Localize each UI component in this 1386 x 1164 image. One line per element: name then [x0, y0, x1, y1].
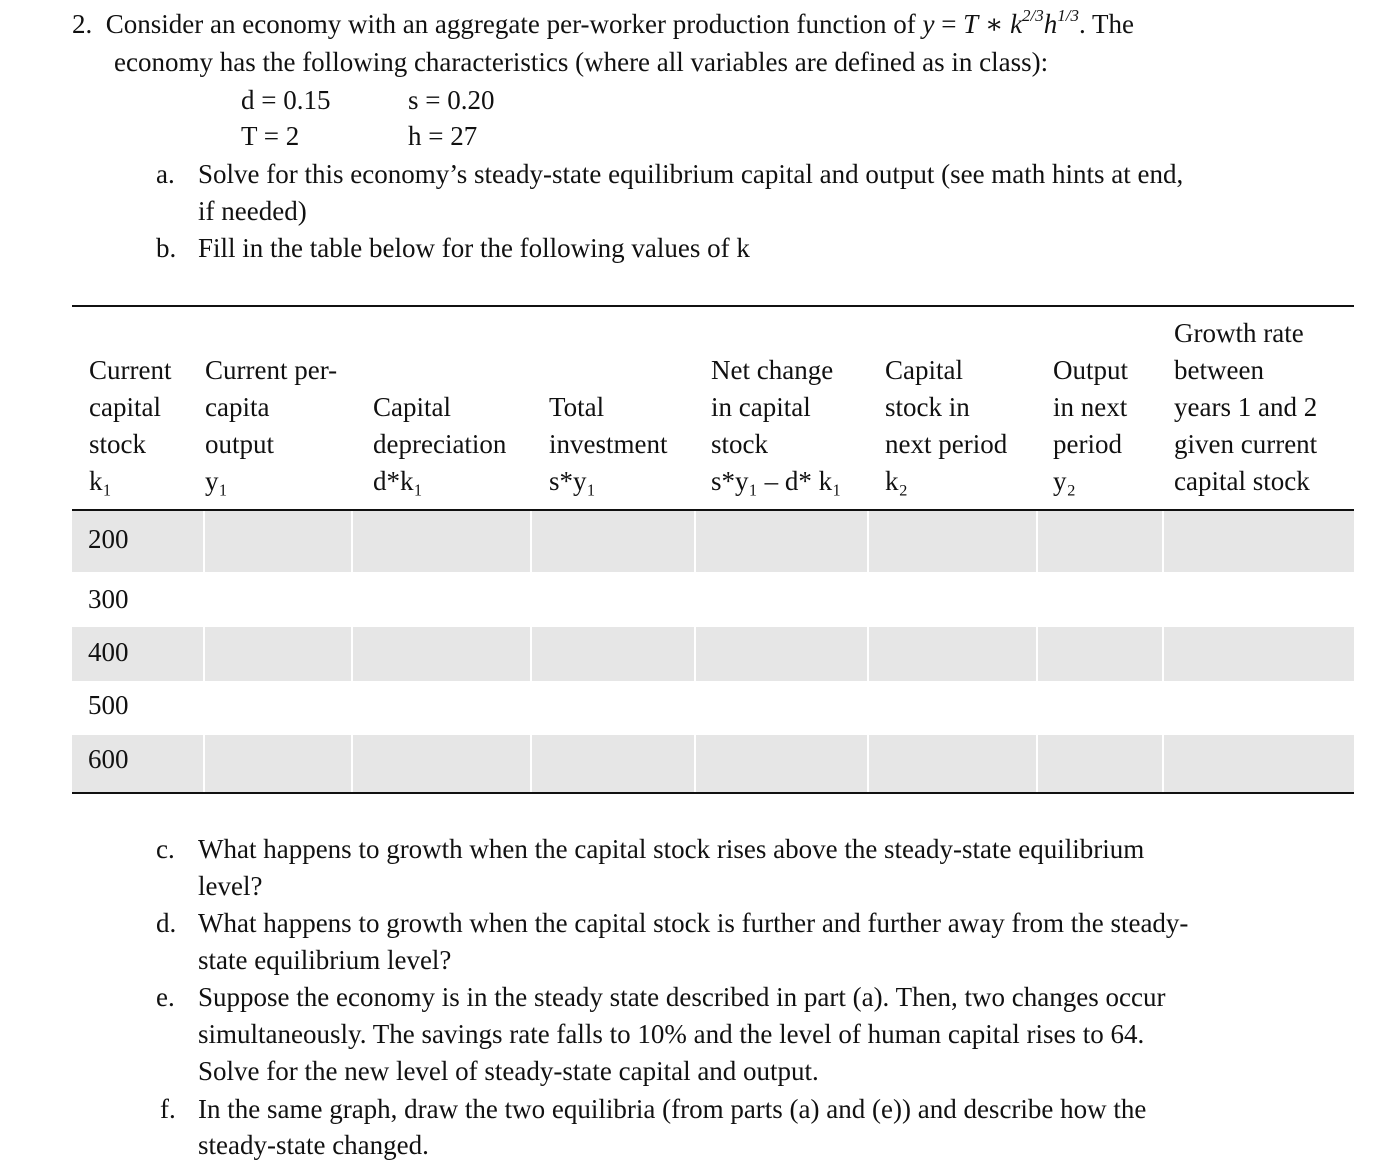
- param-s: s = 0.20: [408, 85, 495, 115]
- part-f-label: f.: [160, 1094, 176, 1124]
- part-e-text-2: simultaneously. The savings rate falls to 10% and the level of human capital rises to 64.: [198, 1019, 1145, 1049]
- question-line-1: [72, 6, 1134, 42]
- row-k-value: 300: [88, 584, 129, 614]
- question-intro: Consider an economy with an aggregate per-worker production function of: [105, 9, 916, 39]
- table-bottom-rule: [72, 792, 1354, 794]
- part-c-text-1: What happens to growth when the capital stock rises above the steady-state equilibrium: [198, 834, 1145, 864]
- part-b-label: b.: [156, 233, 177, 263]
- header-total-investment: Total investment s*y₁: [549, 392, 668, 496]
- part-f-text-1: In the same graph, draw the two equilibria (from parts (a) and (e)) and describe how the: [198, 1094, 1147, 1124]
- table-row: [72, 511, 1354, 572]
- part-a-text-2: if needed): [198, 196, 307, 226]
- part-f-text-2: steady-state changed.: [198, 1130, 429, 1160]
- question-intro-end: . The: [1079, 9, 1135, 39]
- row-k-value: 400: [88, 637, 129, 667]
- part-e-text-3: Solve for the new level of steady-state capital and output.: [198, 1056, 819, 1086]
- header-growth-rate: Growth rate between years 1 and 2 given current capital stock: [1174, 318, 1318, 496]
- part-d-text-2: state equilibrium level?: [198, 945, 452, 975]
- part-d-text-1: What happens to growth when the capital stock is further and further away from the steady-: [198, 908, 1189, 938]
- part-c-text-2: level?: [198, 871, 263, 901]
- table-row: [72, 627, 1354, 681]
- part-b-text-1: Fill in the table below for the following values of k: [198, 233, 750, 263]
- row-k-value: 600: [88, 744, 129, 774]
- table-row: [72, 681, 1354, 735]
- header-next-output: Output in next period y₂: [1053, 355, 1129, 496]
- part-e-label: e.: [156, 982, 175, 1012]
- part-a-text-1: Solve for this economy’s steady-state equilibrium capital and output (see math hints at end,: [198, 159, 1184, 189]
- param-T: T = 2: [241, 121, 300, 151]
- header-next-capital: Capital stock in next period k₂: [885, 355, 1008, 496]
- part-e-text-1: Suppose the economy is in the steady state described in part (a). Then, two changes occur: [198, 982, 1166, 1012]
- header-capital-depreciation: Capital depreciation d*k₁: [373, 392, 507, 496]
- table-top-rule: [72, 305, 1354, 307]
- header-net-change: Net change in capital stock s*y₁ – d* k₁: [711, 355, 842, 496]
- header-current-capital: Current capital stock k₁: [89, 355, 172, 496]
- question-line-2: economy has the following characteristics (where all variables are defined as in class):: [114, 47, 1049, 77]
- question-number: 2.: [72, 9, 93, 39]
- param-h: h = 27: [408, 121, 478, 151]
- param-d: d = 0.15: [241, 85, 331, 115]
- production-function-formula: y = T ∗ $k^{2/3}h^{1/3}$: [922, 6, 1080, 39]
- header-current-output: Current per- capita output y₁: [205, 355, 338, 496]
- table-row: [72, 735, 1354, 792]
- part-a-label: a.: [156, 159, 175, 189]
- table-row: [72, 572, 1354, 627]
- part-d-label: d.: [156, 908, 177, 938]
- row-k-value: 200: [88, 524, 129, 554]
- part-c-label: c.: [156, 834, 175, 864]
- row-k-value: 500: [88, 690, 129, 720]
